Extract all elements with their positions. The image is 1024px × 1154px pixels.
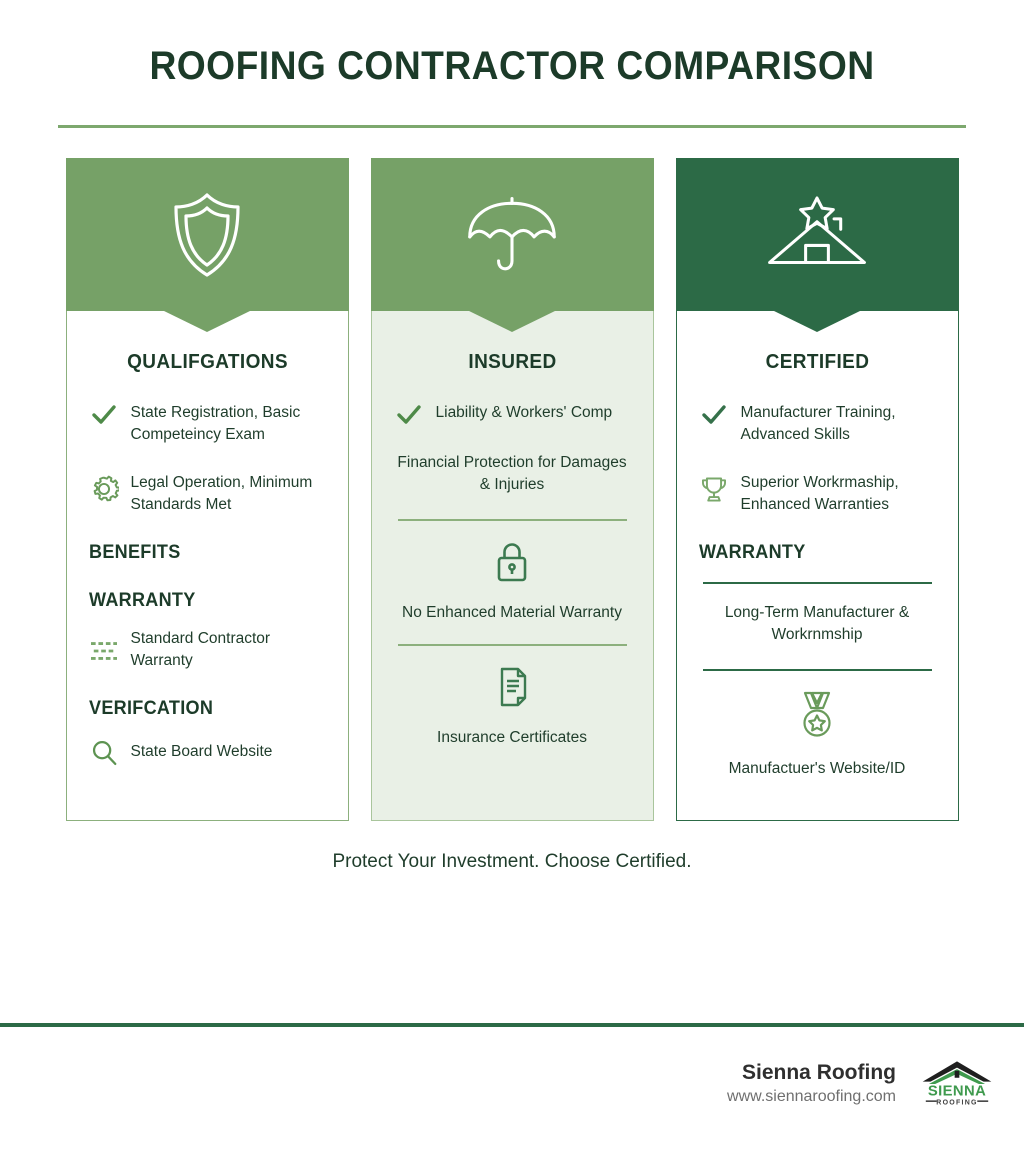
footer-text bbox=[727, 1060, 896, 1107]
section-heading-verification: VERIFCATION bbox=[88, 698, 213, 719]
magnifier-icon bbox=[89, 736, 119, 768]
footer bbox=[0, 1058, 1024, 1110]
brand-url[interactable]: www.siennaroofing.com bbox=[727, 1087, 896, 1105]
column-title-qualified: QUALIFGATIONS bbox=[126, 351, 288, 373]
section-heading-warranty: WARRANTY bbox=[698, 542, 806, 563]
feature-text: No Enhanced Material Warranty bbox=[402, 603, 622, 621]
feature-row bbox=[89, 472, 326, 516]
feature-text: Manufactuer's Website/ID bbox=[728, 759, 906, 777]
column-title-insured: INSURED bbox=[467, 351, 557, 373]
comparison-columns bbox=[0, 158, 1024, 821]
column-body-certified bbox=[676, 311, 959, 821]
page-title: ROOFING CONTRACTOR COMPARISON bbox=[149, 44, 875, 88]
feature-row bbox=[89, 402, 326, 446]
feature-text: State Board Website bbox=[130, 743, 273, 760]
feature-block bbox=[394, 664, 631, 749]
title-underline bbox=[58, 125, 966, 128]
feature-text: State Registration, Basic Competeincy Exam bbox=[130, 404, 301, 443]
column-certified bbox=[676, 158, 959, 821]
section-divider bbox=[703, 669, 932, 671]
header-notch bbox=[467, 310, 557, 332]
feature-text: Manufacturer Training, Advanced Skills bbox=[740, 404, 896, 443]
trophy-icon bbox=[699, 472, 729, 506]
check-icon bbox=[394, 402, 424, 426]
header-notch bbox=[772, 310, 862, 332]
sienna-roofing-logo-icon bbox=[918, 1058, 996, 1110]
document-icon bbox=[394, 664, 631, 715]
check-icon bbox=[699, 402, 729, 426]
section-divider bbox=[398, 519, 627, 521]
feature-text: Standard Contractor Warranty bbox=[130, 630, 271, 669]
svg-text:ROOFING: ROOFING bbox=[936, 1099, 978, 1107]
feature-text: Superior Workrmaship, Enhanced Warranties bbox=[740, 474, 899, 513]
lock-icon bbox=[394, 539, 631, 590]
roof-star-icon bbox=[762, 190, 872, 280]
tagline: Protect Your Investment. Choose Certified. bbox=[332, 851, 692, 873]
feature-block bbox=[394, 539, 631, 624]
column-body-qualified bbox=[66, 311, 349, 821]
column-title-certified: CERTIFIED bbox=[765, 351, 869, 373]
feature-text: Long-Term Manufacturer & Workrnmship bbox=[724, 604, 910, 644]
feature-row bbox=[89, 628, 326, 672]
column-header-certified bbox=[676, 158, 959, 311]
header-notch bbox=[162, 310, 252, 332]
feature-text: Financial Protection for Damages & Injuries bbox=[397, 454, 627, 494]
feature-row bbox=[699, 472, 936, 516]
shield-icon bbox=[168, 189, 246, 281]
column-body-insured bbox=[371, 311, 654, 821]
dashed-lines-icon bbox=[89, 636, 119, 664]
section-divider bbox=[703, 582, 932, 584]
feature-block bbox=[699, 689, 936, 780]
feature-text: Liability & Workers' Comp bbox=[435, 404, 613, 421]
medal-icon bbox=[699, 689, 936, 746]
section-divider bbox=[398, 644, 627, 646]
check-icon bbox=[89, 402, 119, 426]
column-header-qualified bbox=[66, 158, 349, 311]
feature-text: Legal Operation, Minimum Standards Met bbox=[130, 474, 313, 513]
section-heading-warranty: WARRANTY bbox=[88, 590, 196, 611]
column-qualified bbox=[66, 158, 349, 821]
svg-text:SIENNA: SIENNA bbox=[927, 1083, 987, 1100]
brand-name: Sienna Roofing bbox=[742, 1061, 896, 1085]
section-heading-benefits: BENEFITS bbox=[88, 542, 181, 563]
feature-row bbox=[89, 736, 326, 768]
feature-row bbox=[699, 402, 936, 446]
gear-icon bbox=[89, 472, 119, 504]
column-header-insured bbox=[371, 158, 654, 311]
column-insured bbox=[371, 158, 654, 821]
feature-row bbox=[394, 402, 631, 426]
feature-text: Insurance Certificates bbox=[437, 729, 587, 747]
umbrella-icon bbox=[464, 187, 560, 283]
footer-divider bbox=[0, 1023, 1024, 1027]
title-section bbox=[0, 0, 1024, 128]
